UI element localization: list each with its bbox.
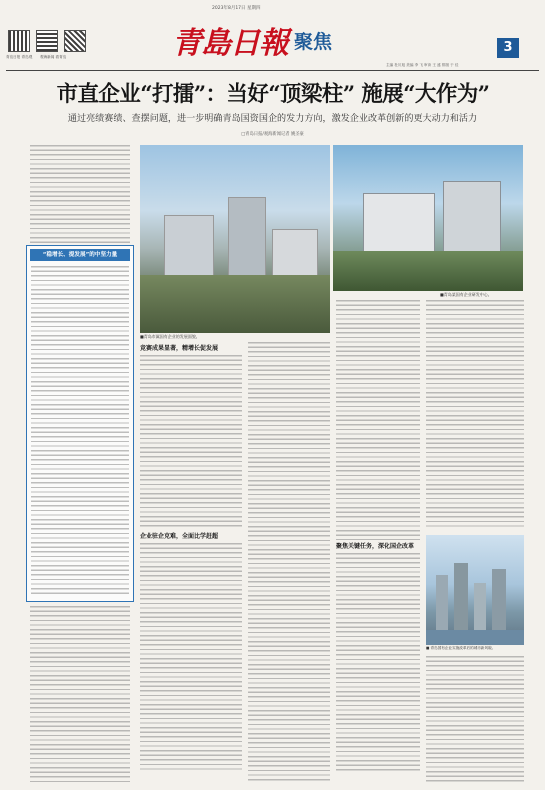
byline: □青岛日报/观海新闻记者 姚圣豪 [241,132,304,137]
photo-rd-center [333,145,523,291]
column-5-top [426,300,524,530]
photo-enterprise [140,145,330,333]
body-text [248,342,330,782]
left-promo-text-2: 观海新闻 看青岛 [40,55,67,59]
paragraph-block [140,355,242,530]
masthead [172,18,332,62]
body-text [140,543,242,773]
photo-water [426,630,524,645]
photo-caption-1: ■青岛市属国有企业的发展面貌。 [140,334,200,339]
photo-building [228,197,266,279]
sidebar-text [31,266,129,596]
headline: 市直企业“打擂”：当好“顶梁柱” 施展“大作为” [56,82,490,107]
lead-paragraph [30,145,130,243]
sidebar-title: “稳增长、提发展”的中坚力量 [30,249,130,261]
left-promo-text-1: 青岛日报 青岛观 [6,55,33,59]
photo-building [164,215,214,277]
photo-caption-2: ■青岛某国有企业研发中心。 [440,292,492,297]
column-2 [140,342,242,782]
column-4 [336,300,420,782]
column-5-bottom [426,656,524,782]
body-text [426,656,524,782]
body-text [336,300,420,540]
section-title-3: 聚焦关键任务，深化国企改革 [336,543,415,550]
section-name: 聚焦 [294,30,333,53]
paragraph-block [140,543,242,773]
paragraph-block [336,300,420,540]
page-number: 3 [497,38,519,58]
header-rule [6,70,539,71]
column-1-bottom [30,606,130,782]
body-text [336,553,420,773]
section-title-1: 竞赛成果显著，精增长促发展 [140,345,219,352]
photo-caption-3: ■ 青岛国有企业实施改革后的城市新风貌。 [426,646,496,650]
qr-code-3 [64,30,86,52]
photo-building [454,563,468,630]
masthead-logo: 青島日報 [172,26,288,61]
photo-building [474,583,486,630]
body-text [140,355,242,530]
subheadline: 通过亮绩赛绩、查摆问题，进一步明确青岛国资国企的发力方向，激发企业改革创新的更大动力和活力 [67,114,478,124]
photo-building [363,193,435,253]
sidebar-box [26,245,134,602]
photo-ground [333,251,523,291]
photo-building [443,181,501,253]
body-text [426,300,524,530]
photo-city [426,535,524,645]
body-text [30,145,130,243]
photo-building [436,575,448,630]
section-title-2: 企业驻企克难，全面比学赶超 [140,533,219,540]
body-text [31,266,129,596]
column-3 [248,342,330,782]
photo-building [272,229,318,279]
qr-code-1 [8,30,30,52]
editor-line: 主编 杜川旭 美编 李 飞 审读 王 盛 排版 于 佳 [386,63,459,67]
photo-building [492,569,506,630]
qr-code-2 [36,30,58,52]
paragraph-block [336,553,420,773]
body-text [30,606,130,782]
date-line: 2023年8月17日 星期四 [212,6,261,11]
photo-ground [140,275,330,333]
